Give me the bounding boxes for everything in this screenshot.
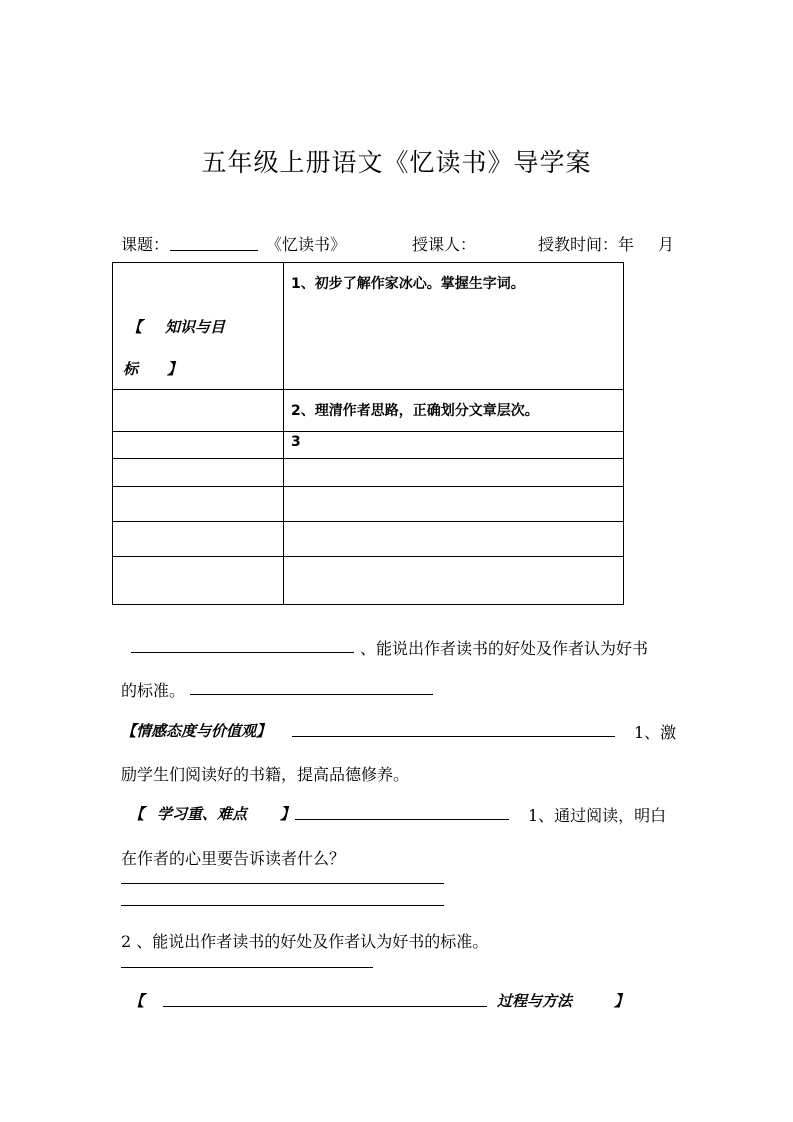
- objective-1: 1、初步了解作家冰心。掌握生字词。: [291, 276, 525, 292]
- label-text-2: 标: [123, 360, 139, 378]
- emotion-number: 1、激: [634, 723, 677, 742]
- blank-line: [292, 736, 615, 737]
- blank-line: [163, 1006, 487, 1007]
- teacher-label: 授课人：: [412, 235, 477, 254]
- item-2: 2 、能说出作者读书的好处及作者认为好书的标准。: [121, 932, 489, 951]
- table-row: [113, 459, 624, 487]
- focus-number: 1、通过阅读，明白: [528, 806, 667, 825]
- table-cell: [284, 522, 624, 557]
- table-cell: [284, 432, 624, 459]
- table-row: [113, 263, 624, 390]
- topic-label: 课题：: [121, 235, 170, 254]
- table-row: [113, 522, 624, 557]
- label-close-bracket: 】: [167, 360, 183, 378]
- label-open-bracket: 【: [127, 318, 143, 336]
- process-open-bracket: 【: [129, 992, 145, 1010]
- focus-open-bracket: 【: [129, 805, 145, 823]
- blank-line: [121, 883, 444, 884]
- label-text: 知识与目: [165, 318, 226, 336]
- focus-close-bracket: 】: [280, 805, 296, 823]
- table-cell: [113, 432, 284, 459]
- table-row: [113, 487, 624, 522]
- table-cell: [284, 459, 624, 487]
- month-label: 月: [658, 235, 675, 254]
- table-cell: [284, 390, 624, 432]
- emotion-line2: 励学生们阅读好的书籍，提高品德修养。: [121, 765, 410, 784]
- emotion-heading: 【情感态度与价值观】: [121, 722, 272, 740]
- objective-2: 2、理清作者思路，正确划分文章层次。: [291, 403, 539, 419]
- paragraph-1-line2: 的标准。: [121, 681, 186, 700]
- topic-blank: [170, 250, 258, 251]
- table-cell: [113, 487, 284, 522]
- table-row: [113, 557, 624, 605]
- table-cell: [113, 459, 284, 487]
- blank-line: [121, 905, 444, 906]
- time-label: 授教时间：年: [538, 235, 635, 254]
- table-row: [113, 432, 624, 459]
- table-cell: [284, 263, 624, 390]
- paragraph-1-tail: 、能说出作者读书的好处及作者认为好书: [360, 639, 649, 658]
- objectives-table: [112, 262, 624, 605]
- table-cell: [284, 557, 624, 605]
- table-cell: [284, 487, 624, 522]
- table-cell: [113, 522, 284, 557]
- table-cell: [113, 557, 284, 605]
- topic-value: 《忆读书》: [266, 235, 347, 254]
- focus-line2: 在作者的心里要告诉读者什么？: [121, 849, 346, 868]
- blank-line: [131, 652, 354, 653]
- blank-line: [121, 967, 373, 968]
- objective-3: 3: [291, 434, 301, 450]
- table-row: [113, 390, 624, 432]
- table-cell: [113, 390, 284, 432]
- blank-line: [295, 819, 509, 820]
- process-heading: 过程与方法: [497, 992, 573, 1010]
- page-title: 五年级上册语文《忆读书》导学案: [201, 148, 592, 177]
- table-cell-label: [113, 263, 284, 390]
- blank-line: [190, 694, 433, 695]
- focus-heading: 学习重、难点: [157, 805, 248, 823]
- process-close-bracket: 】: [614, 992, 630, 1010]
